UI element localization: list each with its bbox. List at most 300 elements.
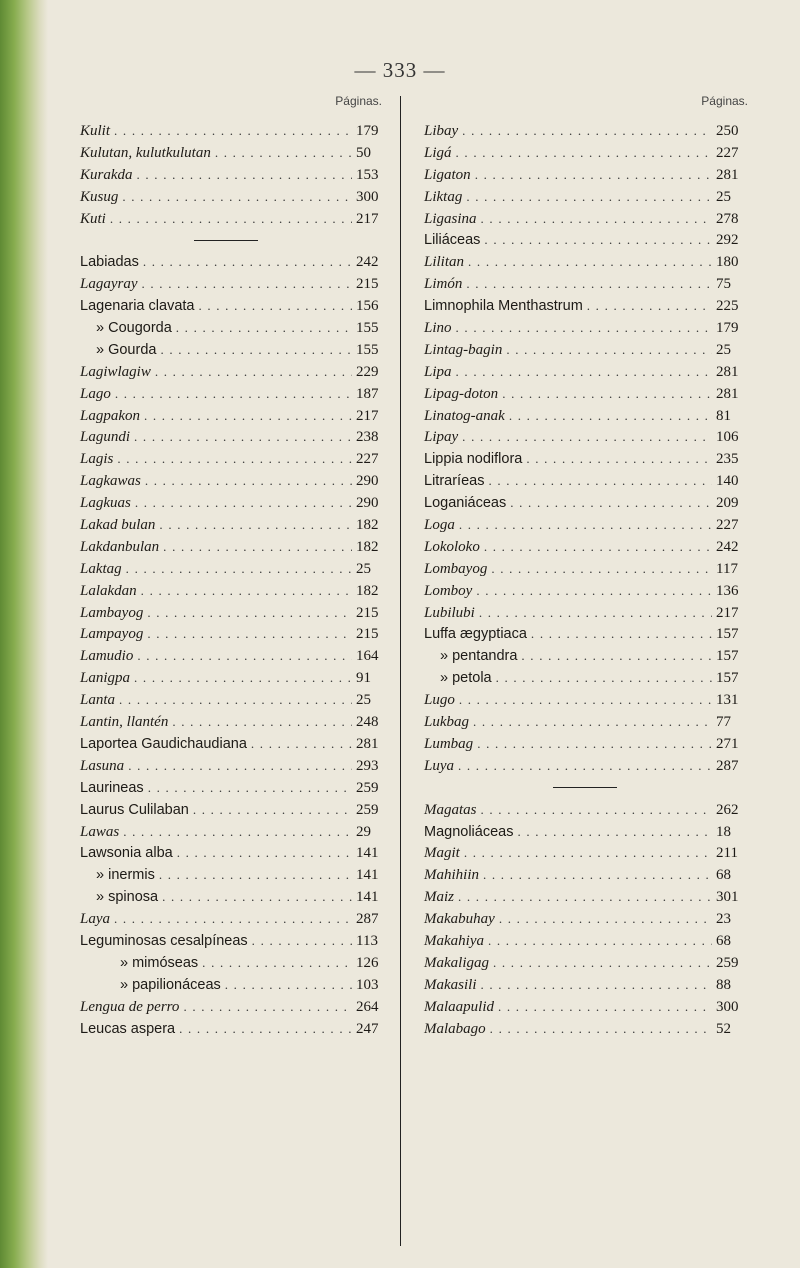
index-entry (410, 426, 760, 448)
index-entry (52, 908, 400, 930)
entry-page: 209 (716, 495, 739, 512)
index-entry (52, 974, 400, 996)
dot-leader (462, 426, 712, 448)
dot-leader (162, 886, 352, 908)
dot-leader (142, 273, 353, 295)
entry-term: Luffa ægyptiaca (424, 626, 527, 643)
entry-page: 217 (356, 210, 379, 227)
entry-page: 301 (716, 889, 739, 906)
entry-term: Lagayray (80, 276, 138, 293)
dot-leader (484, 536, 712, 558)
entry-term: Lagenaria clavata (80, 298, 195, 315)
entry-term: Lakad bulan (80, 517, 156, 534)
index-entry (52, 383, 400, 405)
dot-leader (114, 120, 352, 142)
dot-leader (526, 448, 712, 470)
entry-term: Kurakda (80, 166, 133, 183)
entry-term: Makasili (424, 976, 477, 993)
entry-term: Laya (80, 911, 110, 928)
entry-page: 215 (356, 626, 379, 643)
entry-page: 25 (356, 692, 371, 709)
entry-page: 182 (356, 582, 379, 599)
dot-leader (466, 186, 712, 208)
dot-leader (172, 711, 352, 733)
dot-leader (114, 908, 352, 930)
entry-page: 211 (716, 845, 738, 862)
entry-page: 235 (716, 451, 739, 468)
index-entry (410, 273, 760, 295)
dot-leader (176, 317, 352, 339)
entry-page: 25 (356, 560, 371, 577)
index-entry (410, 1018, 760, 1040)
index-entry (52, 142, 400, 164)
entry-page: 182 (356, 517, 379, 534)
entry-term: » inermis (96, 867, 155, 884)
entry-term: » mimóseas (120, 954, 199, 971)
index-entry (52, 558, 400, 580)
entry-term: » papilionáceas (120, 976, 221, 993)
entry-page: 264 (356, 998, 379, 1015)
index-entry (410, 886, 760, 908)
index-entry (52, 273, 400, 295)
entry-term: Ligá (424, 144, 452, 161)
dot-leader (137, 164, 353, 186)
dot-leader (134, 426, 352, 448)
entry-page: 77 (716, 714, 731, 731)
dot-leader (128, 755, 352, 777)
entry-term: Linatog-anak (424, 407, 505, 424)
dot-leader (481, 974, 713, 996)
entry-term: Lagis (80, 451, 114, 468)
index-entry (410, 667, 760, 689)
dot-leader (488, 470, 712, 492)
dot-leader (517, 821, 712, 843)
index-entry (52, 777, 400, 799)
dot-leader (458, 886, 712, 908)
index-entry (52, 623, 400, 645)
entry-term: Leucas aspera (80, 1020, 176, 1037)
entry-page: 242 (356, 254, 379, 271)
entry-page: 179 (356, 123, 379, 139)
entry-page: 217 (356, 407, 379, 424)
dot-leader (198, 295, 352, 317)
entry-page: 68 (716, 932, 731, 949)
entry-page: 25 (716, 188, 731, 205)
index-entry (52, 317, 400, 339)
entry-term: Lagkawas (80, 473, 141, 490)
dot-leader (473, 711, 712, 733)
index-entry (410, 164, 760, 186)
entry-page: 136 (716, 582, 739, 599)
index-entry (52, 645, 400, 667)
index-entry (410, 711, 760, 733)
index-entry (52, 164, 400, 186)
dot-leader (183, 996, 352, 1018)
dot-leader (468, 251, 712, 273)
entry-page: 88 (716, 976, 731, 993)
column-divider (400, 96, 401, 1246)
index-entry (410, 755, 760, 777)
index-entry (52, 952, 400, 974)
entry-page: 155 (356, 341, 379, 358)
index-entry (410, 492, 760, 514)
entry-term: Lalakdan (80, 582, 137, 599)
dot-leader (252, 930, 352, 952)
entry-term: Lintag-bagin (424, 341, 503, 358)
entry-term: Lokoloko (424, 538, 480, 555)
index-entry (410, 120, 760, 142)
entry-term: Lampayog (80, 626, 144, 643)
entry-term: Lanta (80, 692, 116, 709)
entry-page: 215 (356, 604, 379, 621)
dot-leader (481, 208, 712, 230)
entry-term: Lambayog (80, 604, 144, 621)
index-entry (410, 602, 760, 624)
dot-leader (119, 689, 352, 711)
index-entry (410, 470, 760, 492)
index-entry (410, 514, 760, 536)
index-entry (410, 974, 760, 996)
index-entry (52, 120, 400, 142)
index-entry (410, 558, 760, 580)
entry-term: Lipay (424, 429, 459, 446)
entry-term: Lugo (424, 692, 455, 709)
dot-leader (160, 339, 352, 361)
entry-term: Lipag-doton (424, 385, 499, 402)
dot-leader (225, 974, 352, 996)
dot-leader (479, 602, 712, 624)
entry-term: Leguminosas cesalpíneas (80, 932, 248, 949)
dot-leader (499, 908, 712, 930)
dot-leader (134, 667, 352, 689)
index-entry (52, 405, 400, 427)
entry-term: Ligaton (424, 166, 471, 183)
dot-leader (493, 952, 712, 974)
entry-term: Mahihiin (424, 867, 479, 884)
dot-leader (456, 317, 712, 339)
dot-leader (483, 864, 712, 886)
entry-page: 29 (356, 823, 371, 840)
index-entry (52, 711, 400, 733)
entry-page: 156 (356, 298, 379, 315)
dot-leader (147, 602, 352, 624)
entry-term: Lomboy (424, 582, 473, 599)
entry-term: Liktag (424, 188, 463, 205)
index-entry (410, 799, 760, 821)
dot-leader (135, 492, 352, 514)
entry-page: 287 (716, 757, 739, 774)
entry-page: 248 (356, 714, 379, 731)
right-index-entries (410, 120, 760, 1039)
index-entry (52, 426, 400, 448)
index-entry (52, 208, 400, 230)
entry-page: 281 (716, 385, 739, 402)
entry-page: 117 (716, 560, 738, 577)
entry-term: Labiadas (80, 254, 139, 271)
dot-leader (506, 339, 712, 361)
entry-term: Lawas (80, 823, 120, 840)
index-entry (410, 361, 760, 383)
dot-leader (145, 470, 352, 492)
index-entry (410, 908, 760, 930)
entry-page: 81 (716, 407, 731, 424)
entry-page: 281 (716, 166, 739, 183)
entry-page: 75 (716, 276, 731, 293)
index-entry (410, 645, 760, 667)
entry-term: Lombayog (424, 560, 488, 577)
entry-term: Kulit (80, 123, 111, 139)
index-entry (410, 930, 760, 952)
index-entry (52, 339, 400, 361)
index-entry (52, 864, 400, 886)
right-column (410, 84, 760, 1244)
entry-page: 68 (716, 867, 731, 884)
book-binding-edge (0, 0, 48, 1268)
dot-leader (123, 821, 352, 843)
entry-term: Lipa (424, 363, 452, 380)
entry-page: 141 (356, 867, 379, 884)
index-entry (410, 339, 760, 361)
dot-leader (456, 361, 712, 383)
entry-term: Lakdanbulan (80, 538, 160, 555)
entry-page: 52 (716, 1020, 731, 1037)
entry-term: » petola (440, 670, 492, 687)
entry-page: 225 (716, 298, 739, 315)
left-index-entries (52, 120, 400, 1039)
index-entry (52, 733, 400, 755)
index-entry (52, 755, 400, 777)
entry-page: 259 (716, 954, 739, 971)
index-entry (410, 142, 760, 164)
index-entry (410, 383, 760, 405)
dot-leader (163, 536, 352, 558)
entry-page: 250 (716, 123, 739, 139)
entry-term: Lagpakon (80, 407, 140, 424)
entry-page: 259 (356, 801, 379, 818)
dot-leader (587, 295, 712, 317)
entry-term: Loga (424, 517, 455, 534)
index-entry (410, 251, 760, 273)
entry-term: Makabuhay (424, 911, 495, 928)
dot-leader (115, 383, 352, 405)
index-entry (410, 448, 760, 470)
dot-leader (159, 864, 352, 886)
entry-page: 227 (356, 451, 379, 468)
index-entry (410, 208, 760, 230)
entry-term: Magatas (424, 801, 477, 818)
entry-term: Lippia nodiflora (424, 451, 523, 468)
entry-term: Limón (424, 276, 463, 293)
entry-term: Lukbag (424, 714, 469, 731)
index-entry (410, 842, 760, 864)
dot-leader (137, 645, 352, 667)
dot-leader (521, 645, 712, 667)
index-entry (52, 580, 400, 602)
entry-page: 25 (716, 341, 731, 358)
dot-leader (193, 799, 352, 821)
dot-leader (510, 492, 712, 514)
index-entry (410, 864, 760, 886)
index-entry (410, 186, 760, 208)
entry-term: Magit (424, 845, 460, 862)
entry-term: Kulutan, kulutkulutan (80, 144, 211, 161)
index-entry (410, 821, 760, 843)
entry-term: Lagkuas (80, 495, 131, 512)
dot-leader (110, 208, 352, 230)
index-entry (52, 821, 400, 843)
entry-page: 179 (716, 320, 739, 337)
dot-leader (502, 383, 712, 405)
entry-page: 182 (356, 538, 379, 555)
entry-page: 50 (356, 144, 371, 161)
dot-leader (459, 689, 712, 711)
section-separator (410, 777, 760, 799)
index-entry (52, 295, 400, 317)
index-entry (52, 186, 400, 208)
entry-page: 23 (716, 911, 731, 928)
dot-leader (458, 755, 712, 777)
entry-page: 300 (716, 998, 739, 1015)
entry-page: 217 (716, 604, 739, 621)
dot-leader (251, 733, 352, 755)
entry-term: Litraríeas (424, 473, 485, 490)
dot-leader (496, 667, 712, 689)
entry-page: 227 (716, 517, 739, 534)
dot-leader (491, 558, 712, 580)
index-entry (410, 317, 760, 339)
dot-leader (147, 623, 352, 645)
entry-page: 259 (356, 779, 379, 796)
entry-page: 292 (716, 232, 739, 249)
entry-term: Makaligag (424, 954, 489, 971)
entry-page: 215 (356, 276, 379, 293)
entry-term: » Gourda (96, 341, 157, 358)
dot-leader (144, 405, 352, 427)
entry-page: 155 (356, 320, 379, 337)
index-entry (52, 996, 400, 1018)
entry-page: 157 (716, 648, 739, 665)
entry-term: Libay (424, 123, 459, 139)
entry-page: 141 (356, 889, 379, 906)
entry-term: Lamudio (80, 648, 134, 665)
entry-page: 91 (356, 670, 371, 687)
index-entry (52, 492, 400, 514)
dot-leader (488, 930, 712, 952)
dot-leader (475, 164, 712, 186)
entry-term: Malabago (424, 1020, 486, 1037)
entry-page: 18 (716, 823, 731, 840)
dot-leader (177, 842, 352, 864)
index-entry (52, 799, 400, 821)
dot-leader (143, 251, 352, 273)
dot-leader (466, 273, 712, 295)
index-entry (52, 667, 400, 689)
dot-leader (464, 842, 712, 864)
index-entry (410, 405, 760, 427)
index-entry (410, 952, 760, 974)
entry-term: Liliáceas (424, 232, 481, 249)
entry-page: 180 (716, 254, 739, 271)
entry-term: Lawsonia alba (80, 845, 173, 862)
entry-term: Lagundi (80, 429, 131, 446)
entry-page: 157 (716, 670, 739, 687)
dot-leader (148, 777, 352, 799)
dot-leader (490, 1018, 712, 1040)
entry-term: Limnophila Menthastrum (424, 298, 583, 315)
entry-page: 281 (716, 363, 739, 380)
index-entry (410, 623, 760, 645)
dot-leader (484, 229, 712, 251)
entry-term: Makahiya (424, 932, 484, 949)
entry-page: 106 (716, 429, 739, 446)
entry-term: Lino (424, 320, 452, 337)
index-entry (52, 251, 400, 273)
index-entry (52, 930, 400, 952)
dot-leader (476, 580, 712, 602)
entry-page: 242 (716, 538, 739, 555)
index-entry (410, 536, 760, 558)
entry-page: 187 (356, 385, 379, 402)
dot-leader (215, 142, 352, 164)
entry-term: Lubilubi (424, 604, 475, 621)
index-entry (410, 733, 760, 755)
dot-leader (117, 448, 352, 470)
entry-term: Maiz (424, 889, 454, 906)
entry-page: 126 (356, 954, 379, 971)
dot-leader (126, 558, 352, 580)
entry-page: 290 (356, 473, 379, 490)
section-separator (52, 229, 400, 251)
dot-leader (531, 623, 712, 645)
entry-page: 153 (356, 166, 379, 183)
dot-leader (459, 514, 712, 536)
index-entry (410, 295, 760, 317)
entry-term: Laportea Gaudichaudiana (80, 735, 247, 752)
dot-leader (456, 142, 712, 164)
dot-leader (498, 996, 712, 1018)
index-entry (52, 1018, 400, 1040)
entry-page: 300 (356, 188, 379, 205)
entry-term: » Cougorda (96, 320, 172, 337)
dot-leader (141, 580, 352, 602)
entry-term: Lanigpa (80, 670, 131, 687)
index-entry (52, 514, 400, 536)
entry-term: Loganiáceas (424, 495, 507, 512)
index-entry (52, 448, 400, 470)
entry-page: 238 (356, 429, 379, 446)
right-column-header: Páginas. (701, 94, 748, 108)
entry-page: 229 (356, 363, 379, 380)
entry-term: Lago (80, 385, 111, 402)
entry-page: 281 (356, 735, 379, 752)
entry-term: Lilitan (424, 254, 465, 271)
entry-term: Luya (424, 757, 454, 774)
index-entry (52, 689, 400, 711)
index-entry (52, 470, 400, 492)
entry-term: Lumbag (424, 735, 474, 752)
entry-term: Kusug (80, 188, 119, 205)
entry-page: 262 (716, 801, 739, 818)
entry-term: Laurus Culilaban (80, 801, 189, 818)
index-entry (52, 361, 400, 383)
entry-page: 103 (356, 976, 379, 993)
entry-page: 278 (716, 210, 739, 227)
dot-leader (477, 733, 712, 755)
entry-term: » pentandra (440, 648, 518, 665)
dot-leader (159, 514, 352, 536)
dot-leader (462, 120, 712, 142)
entry-page: 164 (356, 648, 379, 665)
